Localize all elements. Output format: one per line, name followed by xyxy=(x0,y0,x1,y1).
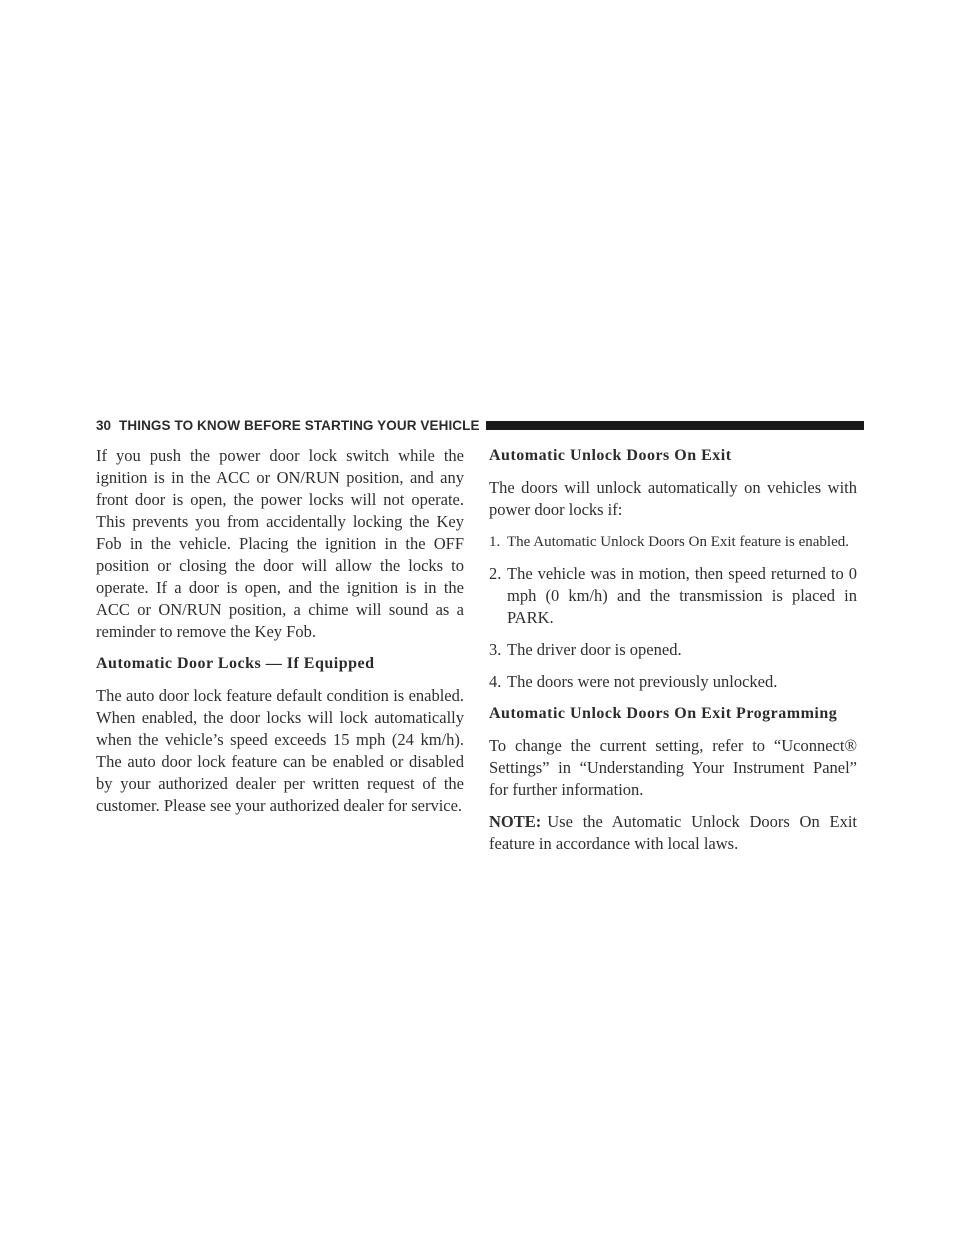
list-text: The doors were not previously unlocked. xyxy=(507,672,778,691)
list-number: 1. xyxy=(489,534,501,550)
auto-door-locks-paragraph: The auto door lock feature default condition is enabled. When enabled, the door locks will lock automatically when the vehicle’s speed exceeds 15 mph (24 km/h). The auto door lock feature can be enabled or disabled by your authorized dealer per written request of the customer. Please see your authorized dealer for service. xyxy=(96,686,464,815)
note-text: Use the Automatic Unlock Doors On Exit feature in accordance with local laws. xyxy=(489,812,857,853)
section-title: THINGS TO KNOW BEFORE STARTING YOUR VEHICLE xyxy=(119,417,480,433)
note-paragraph xyxy=(489,811,857,855)
note-label: NOTE: xyxy=(489,812,542,831)
list-item xyxy=(489,531,857,553)
list-item xyxy=(489,639,857,661)
right-column xyxy=(489,445,857,865)
list-text: The vehicle was in motion, then speed returned to 0 mph (0 km/h) and the transmission is placed in PARK. xyxy=(507,564,857,627)
page-number: 30 xyxy=(96,417,112,433)
section-heading-auto-door-locks: Automatic Door Locks — If Equipped xyxy=(96,655,375,672)
section-heading-unlock-on-exit: Automatic Unlock Doors On Exit xyxy=(489,447,732,464)
list-text: The Automatic Unlock Doors On Exit feature is enabled. xyxy=(507,534,849,550)
header-rule xyxy=(486,421,864,430)
intro-paragraph: If you push the power door lock switch while the ignition is in the ACC or ON/RUN position, and any front door is open, the power locks will not operate. This prevents you from accidentally locking the Key Fob in the vehicle. Placing the ignition in the OFF position or closing the door will allow the locks to operate. If a door is open, and the ignition is in the ACC or ON/RUN position, a chime will sound as a reminder to remove the Key Fob. xyxy=(96,446,464,641)
list-text: The driver door is opened. xyxy=(507,640,682,659)
list-number: 2. xyxy=(489,564,502,583)
list-item xyxy=(489,671,857,693)
list-item xyxy=(489,563,857,629)
unlock-intro-paragraph: The doors will unlock automatically on vehicles with power door locks if: xyxy=(489,478,857,519)
left-column xyxy=(96,445,464,827)
list-number: 4. xyxy=(489,672,502,691)
section-heading-unlock-programming: Automatic Unlock Doors On Exit Programming xyxy=(489,705,838,722)
programming-paragraph: To change the current setting, refer to “Uconnect® Settings” in “Understanding Your Instrument Panel” for further information. xyxy=(489,736,857,799)
page-header xyxy=(96,414,864,436)
list-number: 3. xyxy=(489,640,502,659)
